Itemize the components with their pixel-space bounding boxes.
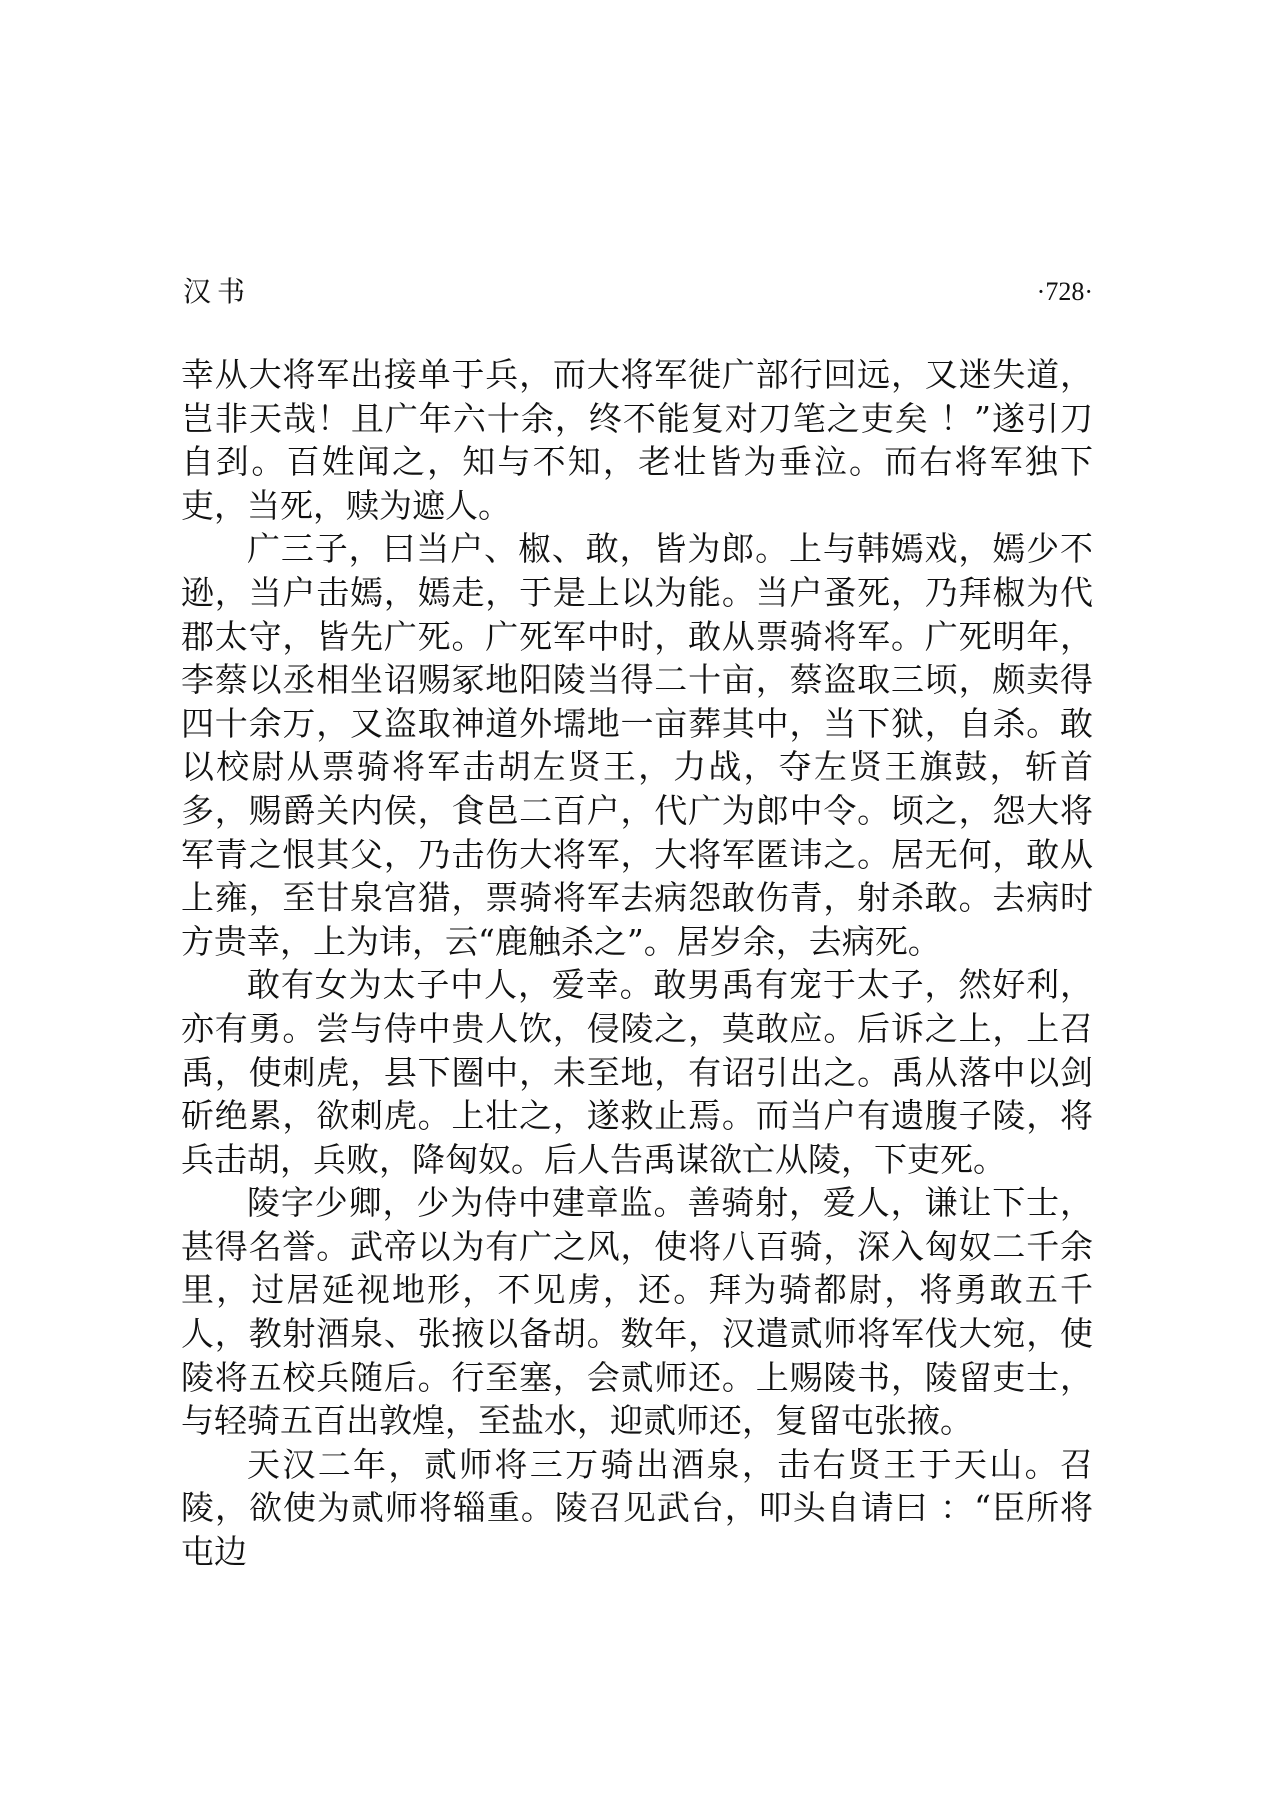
paragraph-4: 陵字少卿，少为侍中建章监。善骑射，爱人，谦让下士，甚得名誉。武帝以为有广之风，使将八百骑，深入匈奴二千余里，过居延视地形，不见虏，还。拜为骑都尉，将勇敢五千人，教射酒泉、张掖以备胡。数年，汉遣贰师将军伐大宛，使陵将五校兵随后。行至塞，会贰师还。上赐陵书，陵留吏士，与轻骑五百出敦煌，至盐水，迎贰师还，复留屯张掖。 (181, 1183, 1093, 1441)
book-title: 汉书 (183, 275, 252, 308)
paragraph-2: 广三子，曰当户、椒、敢，皆为郎。上与韩嫣戏，嫣少不逊，当户击嫣，嫣走，于是上以为能。当户蚤死，乃拜椒为代郡太守，皆先广死。广死军中时，敢从票骑将军。广死明年，李蔡以丞相坐诏赐冢地阳陵当得二十亩，蔡盗取三顷，颇卖得四十余万，又盗取神道外壖地一亩葬其中，当下狱，自杀。敢以校尉从票骑将军击胡左贤王，力战，夺左贤王旗鼓，斩首多，赐爵关内侯，食邑二百户，代广为郎中令。顷之，怨大将军青之恨其父，乃击伤大将军，大将军匿讳之。居无何，敢从上雍，至甘泉宫猎，票骑将军去病怨敢伤青，射杀敢。去病时方贵幸，上为讳，云“鹿触杀之”。居岁余，去病死。 (181, 529, 1093, 961)
paragraph-1: 幸从大将军出接单于兵，而大将军徙广部行回远，又迷失道，岂非天哉！且广年六十余，终不能复对刀笔之吏矣 ！”遂引刀自刭。百姓闻之，知与不知，老壮皆为垂泣。而右将军独下吏，当死，赎为遮人。 (181, 355, 1093, 525)
paragraph-5: 天汉二年，贰师将三万骑出酒泉，击右贤王于天山。召陵，欲使为贰师将辎重。陵召见武台，叩头自请曰 ：“臣所将屯边 (181, 1444, 1093, 1572)
page-number: ·728· (1036, 277, 1093, 306)
body-text (181, 353, 1093, 1574)
running-header (183, 272, 1093, 312)
paragraph-3: 敢有女为太子中人，爱幸。敢男禹有宠于太子，然好利，亦有勇。尝与侍中贵人饮，侵陵之，莫敢应。后诉之上，上召禹，使刺虎，县下圈中，未至地，有诏引出之。禹从落中以剑斫绝累，欲刺虎。上壮之，遂救止焉。而当户有遗腹子陵，将兵击胡，兵败，降匈奴。后人告禹谋欲亡从陵，下吏死。 (181, 965, 1093, 1179)
